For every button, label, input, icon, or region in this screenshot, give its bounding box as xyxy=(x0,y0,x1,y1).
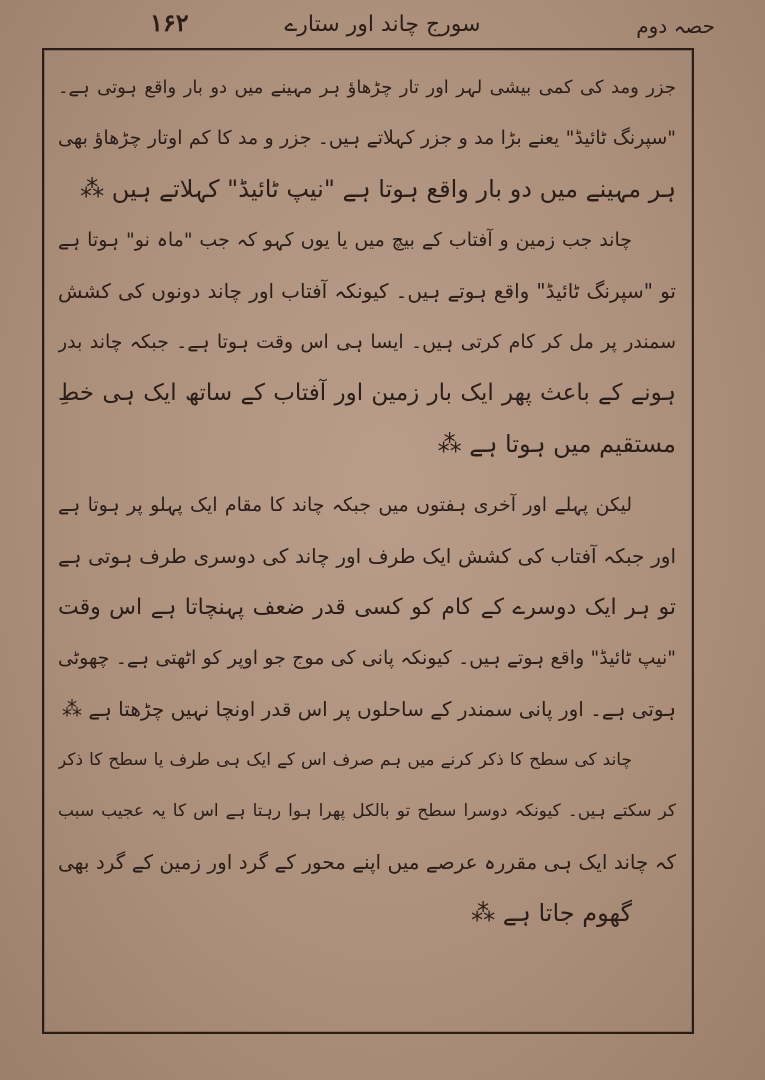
text-line: تو ہر ایک دوسرے کے کام کو کسی قدر ضعف پہنچاتا ہے اس وقت xyxy=(58,595,676,620)
text-line: "سپرنگ ٹائیڈ" یعنے بڑا مد و جزر کہلاتے ہیں۔ جزر و مد کا کم اوتار چڑھاؤ بھی xyxy=(58,127,676,149)
paragraph-moon-surface xyxy=(58,735,676,939)
paragraph-spring-tides xyxy=(58,215,676,470)
text-line: لیکن پہلے اور آخری ہفتوں میں جبکہ چاند کا مقام ایک پہلو پر ہوتا ہے xyxy=(58,494,632,516)
text-line: اور جبکہ آفتاب کی کشش ایک طرف اور چاند کی دوسری طرف ہوتی ہے xyxy=(58,544,676,568)
page-number: ۱۶۲ xyxy=(150,8,189,37)
text-line: سمندر پر مل کر کام کرتی ہیں۔ ایسا ہی اس وقت ہوتا ہے۔ جبکہ چاند بدر xyxy=(58,331,676,353)
text-line: مستقیم میں ہوتا ہے ⁂ xyxy=(437,430,676,458)
text-line: کر سکتے ہیں۔ کیونکہ دوسرا سطح تو بالکل پھرا ہوا رہتا ہے اس کا یہ عجیب سبب xyxy=(58,801,676,821)
text-line: گھوم جاتا ہے ⁂ xyxy=(471,899,632,927)
section-label: حصہ دوم xyxy=(636,14,715,38)
text-line: تو "سپرنگ ٹائیڈ" واقع ہوتے ہیں۔ کیونکہ آفتاب اور چاند دونوں کی کشش xyxy=(58,279,676,303)
text-line: "نیپ ٹائیڈ" واقع ہوتے ہیں۔ کیونکہ پانی کی موج جو اوپر کو اٹھتی ہے۔ چھوٹی xyxy=(58,647,676,669)
paragraph-gap xyxy=(58,470,676,480)
paragraph-neap-tides xyxy=(58,480,676,735)
paragraph-tides-frequency xyxy=(58,62,676,215)
text-line: ہونے کے باعث پھر ایک بار زمین اور آفتاب کے ساتھ ایک ہی خطِ xyxy=(58,380,676,406)
running-title: سورج چاند اور ستارے xyxy=(284,12,481,37)
text-line: ہر مہینے میں دو بار واقع ہوتا ہے "نیپ ٹائیڈ" کہلاتے ہیں ⁂ xyxy=(80,175,676,203)
body-text xyxy=(58,62,676,939)
text-line: ہوتی ہے۔ اور پانی سمندر کے ساحلوں پر اس قدر اونچا نہیں چڑھتا ہے ⁂ xyxy=(62,697,676,721)
text-line: چاند کی سطح کا ذکر کرنے میں ہم صرف اس کے ایک ہی طرف یا سطح کا ذکر xyxy=(58,750,632,770)
text-line: کہ چاند ایک ہی مقررہ عرصے میں اپنے محور کے گرد اور زمین کے گرد بھی xyxy=(58,850,676,874)
text-line: چاند جب زمین و آفتاب کے بیچ میں یا یوں کہو کہ جب "ماہ نو" ہوتا ہے xyxy=(58,229,632,251)
text-line: جزر ومد کی کمی بیشی لہر اور تار چڑھاؤ ہر مہینے میں دو بار واقع ہوتی ہے۔ xyxy=(58,77,676,98)
page-header xyxy=(40,6,725,46)
